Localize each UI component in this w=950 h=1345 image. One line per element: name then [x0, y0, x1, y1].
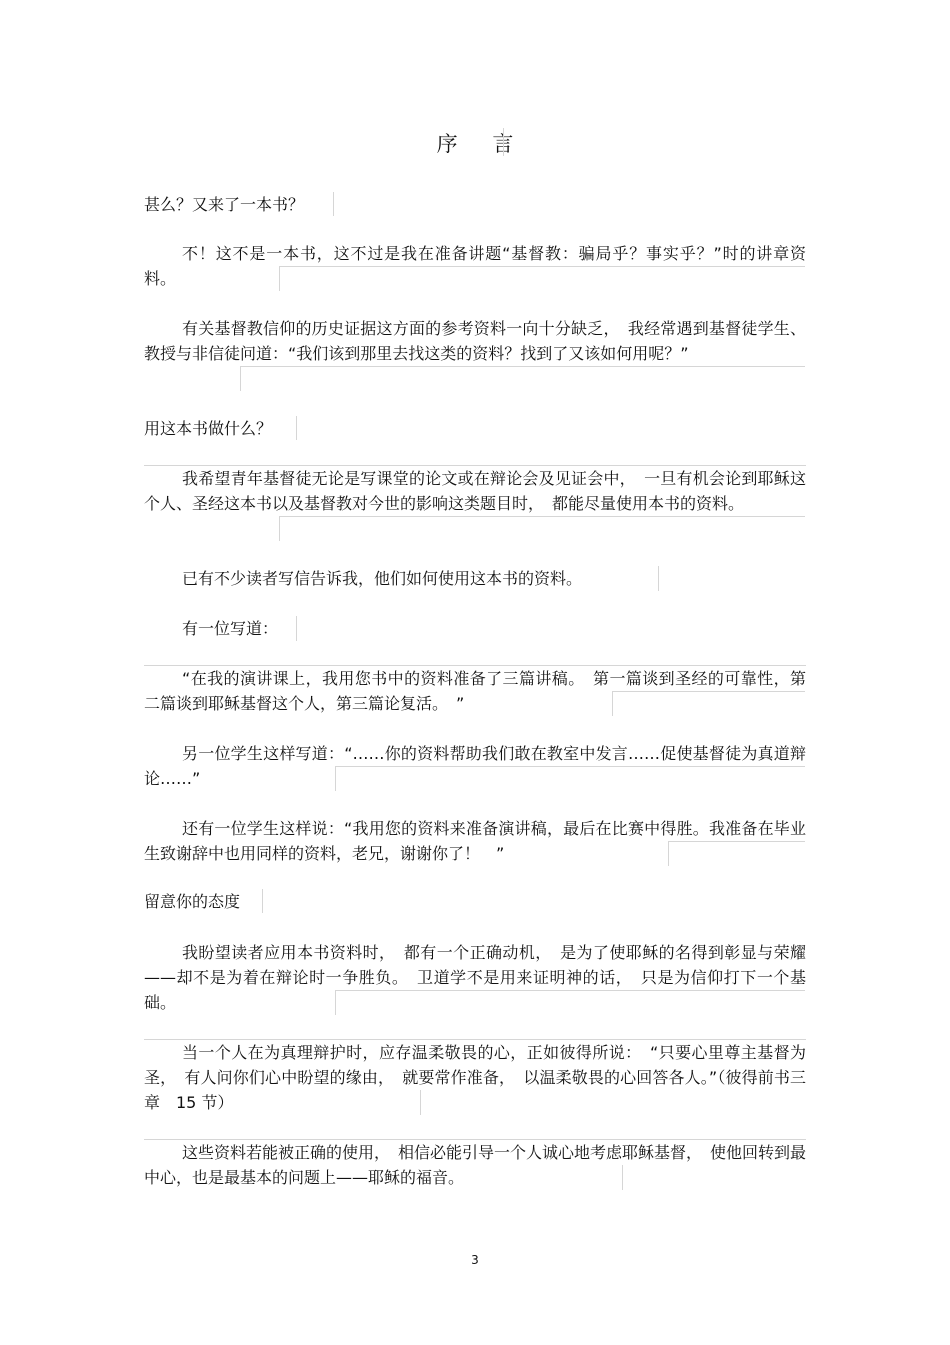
paragraph-9: 我盼望读者应用本书资料时， 都有一个正确动机， 是为了使耶稣的名得到彰显与荣耀——却不是为着在辩论时一争胜负。 卫道学不是用来证明神的话， 只是为信仰打下一个基础。 — [144, 943, 806, 1012]
page-number: 3 — [471, 1253, 479, 1267]
paragraph-1: 不！这不是一本书，这不过是我在准备讲题“基督教：骗局乎？事实乎？”时的讲章资料。 — [144, 244, 806, 288]
paragraph-5: 有一位写道： — [182, 619, 279, 638]
paragraph-8-quote: 还有一位学生这样说：“我用您的资料来准备演讲稿，最后在比赛中得胜。我准备在毕业生致谢辞中也用同样的资料，老兄，谢谢你了！ ” — [144, 819, 806, 863]
paragraph-4: 已有不少读者写信告诉我，他们如何使用这本书的资料。 — [182, 569, 583, 588]
page-title: 序 言 — [436, 132, 528, 156]
paragraph-3: 我希望青年基督徒无论是写课堂的论文或在辩论会及见证会中， 一旦有机会论到耶稣这个人、圣经这本书以及基督教对今世的影响这类题目时， 都能尽量使用本书的资料。 — [144, 469, 806, 513]
section-heading-purpose: 用这本书做什么？ — [144, 419, 273, 438]
paragraph-2: 有关基督教信仰的历史证据这方面的参考资料一向十分缺乏， 我经常遇到基督徒学生、教授与非信徒问道：“我们该到那里去找这类的资料？找到了又该如何用呢？” — [144, 319, 806, 363]
paragraph-6-quote: “在我的演讲课上，我用您书中的资料准备了三篇讲稿。 第一篇谈到圣经的可靠性，第二篇谈到耶稣基督这个人，第三篇论复活。 ” — [144, 669, 806, 713]
paragraph-10: 当一个人在为真理辩护时，应存温柔敬畏的心，正如彼得所说： “只要心里尊主基督为圣， 有人问你们心中盼望的缘由， 就要常作准备， 以温柔敬畏的心回答各人。”（彼得前书三章 15 节） — [144, 1043, 806, 1112]
section-heading-attitude: 留意你的态度 — [144, 892, 241, 911]
paragraph-7-quote: 另一位学生这样写道：“……你的资料帮助我们敢在教室中发言……促使基督徒为真道辩论……” — [144, 744, 806, 788]
paragraph-11: 这些资料若能被正确的使用， 相信必能引导一个人诚心地考虑耶稣基督， 使他回转到最中心，也是最基本的问题上——耶稣的福音。 — [144, 1143, 807, 1187]
section-heading-why-book: 甚么？又来了一本书？ — [144, 195, 305, 214]
